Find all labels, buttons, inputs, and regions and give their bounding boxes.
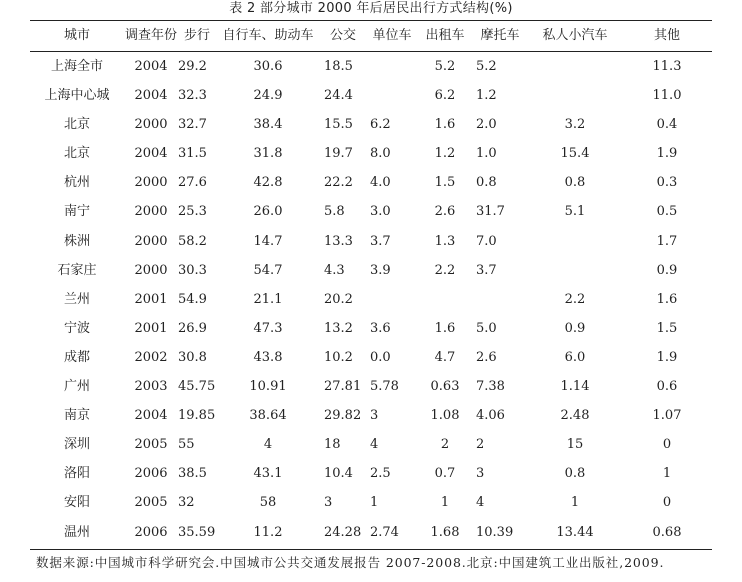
table-cell: 6.0 <box>564 349 586 365</box>
table-cell: 2004 <box>134 88 168 104</box>
table-cell: 13.44 <box>556 524 594 540</box>
table-cell: 18 <box>324 437 341 453</box>
table-cell <box>366 81 418 110</box>
table-cell: 15.5 <box>324 117 353 133</box>
table-cell: 0.63 <box>430 379 460 395</box>
table-cell: 5.8 <box>324 204 345 220</box>
table-cell: 1.6 <box>656 291 678 307</box>
table-row <box>30 168 712 197</box>
table-cell: 3.7 <box>476 262 497 278</box>
table-cell: 32.7 <box>178 117 207 133</box>
table-cell: 20.2 <box>324 291 353 307</box>
table-row <box>30 314 712 343</box>
table-cell: 5.1 <box>564 204 586 220</box>
table-cell: 10.39 <box>476 524 514 540</box>
table-cell: 2.48 <box>560 408 590 424</box>
city-cell: 深圳 <box>63 437 90 453</box>
table-cell: 29.2 <box>178 59 207 74</box>
table-cell: 0.9 <box>656 262 678 278</box>
table-cell: 4.7 <box>434 349 456 365</box>
table-cell: 30.8 <box>178 349 207 365</box>
table-cell: 24.28 <box>324 524 362 540</box>
table-row <box>30 139 712 168</box>
table-cell: 1.07 <box>652 408 682 424</box>
table-cell: 2004 <box>134 408 168 424</box>
table-cell: 21.1 <box>253 291 283 307</box>
city-cell: 兰州 <box>63 291 90 307</box>
table-cell: 24.4 <box>324 88 353 104</box>
city-cell: 北京 <box>63 117 90 133</box>
table-cell: 2000 <box>134 262 168 278</box>
table-cell: 1 <box>662 466 672 482</box>
table-cell: 31.7 <box>476 204 505 220</box>
table-cell: 2005 <box>134 437 168 453</box>
table-cell: 15 <box>566 437 584 453</box>
table-cell: 6.2 <box>370 117 391 133</box>
city-cell: 洛阳 <box>63 466 90 482</box>
source-note: 数据来源:中国城市科学研究会.中国城市公共交通发展报告 2007-2008.北京:中国建筑工业出版社,2009. <box>36 555 665 570</box>
table-cell: 0.8 <box>476 175 497 191</box>
table-cell: 10.91 <box>249 379 287 395</box>
table-cell: 0.4 <box>656 117 678 133</box>
table-cell: 3 <box>370 408 379 424</box>
column-header: 城市 <box>63 28 90 43</box>
table-row <box>30 81 712 110</box>
column-header: 调查年份 <box>124 28 177 43</box>
table-cell: 1.7 <box>656 233 678 249</box>
table-row <box>30 110 712 139</box>
city-cell: 成都 <box>63 349 90 365</box>
table-cell: 2.74 <box>370 524 399 540</box>
data-table-body <box>30 52 712 547</box>
table-cell: 26.9 <box>178 320 207 336</box>
table-title: 表 2 部分城市 2000 年后居民出行方式结构(%) <box>229 1 513 16</box>
column-header: 摩托车 <box>480 28 520 43</box>
table-cell <box>418 285 472 314</box>
table-cell <box>528 81 622 110</box>
table-cell: 38.5 <box>178 466 207 482</box>
table-cell: 45.75 <box>178 379 216 395</box>
table-cell: 1 <box>370 495 379 511</box>
table-row <box>30 227 712 256</box>
table-cell <box>366 52 418 81</box>
table-row <box>30 52 712 81</box>
table-cell: 5.78 <box>370 379 399 395</box>
table-cell: 1.6 <box>434 117 456 133</box>
city-cell: 上海中心城 <box>44 88 110 104</box>
table-cell: 2000 <box>134 117 168 133</box>
table-cell: 13.2 <box>324 320 353 336</box>
table-cell: 31.8 <box>253 146 283 162</box>
table-cell: 32.3 <box>178 88 207 104</box>
table-cell: 3.0 <box>370 204 391 220</box>
table-cell: 4.0 <box>370 175 391 191</box>
table-cell <box>366 285 418 314</box>
table-cell: 11.2 <box>253 524 283 540</box>
table-cell: 13.3 <box>324 233 353 249</box>
table-cell: 0.8 <box>564 175 586 191</box>
column-header: 私人小汽车 <box>542 28 608 43</box>
city-cell: 南宁 <box>63 204 90 220</box>
table-cell: 2.0 <box>476 117 497 133</box>
city-cell: 北京 <box>63 146 90 162</box>
table-cell: 25.3 <box>178 204 207 220</box>
table-row <box>30 488 712 517</box>
table-row <box>30 459 712 488</box>
table-cell: 3.7 <box>370 233 391 249</box>
table-cell: 7.38 <box>476 379 505 395</box>
table-cell: 19.7 <box>324 146 353 162</box>
table-row <box>30 285 712 314</box>
table-cell: 3.6 <box>370 320 391 336</box>
table-cell: 1.5 <box>656 320 678 336</box>
column-header: 单位车 <box>372 28 412 43</box>
table-cell: 1.14 <box>560 379 590 395</box>
table-cell: 5.2 <box>476 59 497 74</box>
table-cell: 2001 <box>134 291 168 307</box>
table-cell: 2 <box>476 437 485 453</box>
table-cell: 1.5 <box>434 175 456 191</box>
table-cell: 3.9 <box>370 262 391 278</box>
table-row <box>30 401 712 430</box>
table-cell: 2000 <box>134 175 168 191</box>
table-cell: 0.7 <box>434 466 456 482</box>
table-cell: 0.0 <box>370 349 391 365</box>
city-cell: 温州 <box>63 524 90 540</box>
table-cell: 31.5 <box>178 146 207 162</box>
table-cell: 19.85 <box>178 408 216 424</box>
table-cell: 1.08 <box>430 408 460 424</box>
table-cell: 4 <box>476 495 485 511</box>
bottom-rule <box>30 549 712 550</box>
table-cell: 54.9 <box>178 291 207 307</box>
table-cell: 38.4 <box>253 117 283 133</box>
table-cell: 26.0 <box>253 204 283 220</box>
table-cell: 2006 <box>134 524 168 540</box>
table-cell: 2 <box>440 437 450 453</box>
table-cell: 1.0 <box>476 146 497 162</box>
table-cell: 1.2 <box>476 88 497 104</box>
table-cell: 24.9 <box>253 88 283 104</box>
table-cell <box>528 227 622 256</box>
table-row <box>30 372 712 401</box>
table-cell: 2.6 <box>434 204 456 220</box>
table-cell: 5.2 <box>434 59 456 74</box>
table-cell: 3.2 <box>564 117 586 133</box>
table-cell: 29.82 <box>324 408 362 424</box>
table-cell: 1.6 <box>434 320 456 336</box>
table-cell: 0.8 <box>564 466 586 482</box>
table-cell: 58 <box>259 495 277 511</box>
city-cell: 安阳 <box>63 495 90 511</box>
table-cell: 0.6 <box>656 379 678 395</box>
city-cell: 杭州 <box>63 175 90 191</box>
table-cell: 47.3 <box>253 320 283 336</box>
table-cell: 1 <box>570 495 580 511</box>
city-cell: 上海全市 <box>50 59 103 74</box>
table-cell: 4.3 <box>324 262 345 278</box>
table-cell: 27.6 <box>178 175 207 191</box>
table-cell: 4 <box>263 437 273 453</box>
table-cell: 2004 <box>134 146 168 162</box>
table-cell: 30.6 <box>253 59 283 74</box>
table-cell: 11.3 <box>652 59 682 74</box>
table-cell: 2000 <box>134 204 168 220</box>
table-cell: 27.81 <box>324 379 362 395</box>
city-cell: 广州 <box>63 379 90 395</box>
table-cell <box>528 52 622 81</box>
table-cell: 2005 <box>134 495 168 511</box>
table-cell: 42.8 <box>253 175 283 191</box>
city-cell: 石家庄 <box>57 262 97 278</box>
table-cell: 14.7 <box>253 233 283 249</box>
table-cell: 32 <box>178 495 195 511</box>
table-cell: 1 <box>440 495 450 511</box>
table-cell: 8.0 <box>370 146 391 162</box>
table-row <box>30 256 712 285</box>
table-row <box>30 343 712 372</box>
table-cell: 22.2 <box>324 175 353 191</box>
table-cell: 4 <box>370 437 379 453</box>
column-header: 自行车、助动车 <box>222 28 314 43</box>
table-cell: 6.2 <box>434 88 456 104</box>
table-row <box>30 197 712 226</box>
table-cell: 2.5 <box>370 466 391 482</box>
city-cell: 株洲 <box>63 233 90 249</box>
table-cell: 43.1 <box>253 466 283 482</box>
table-cell: 2.6 <box>476 349 497 365</box>
table-cell: 0.68 <box>652 524 682 540</box>
column-header: 出租车 <box>425 28 465 43</box>
city-cell: 南京 <box>63 408 90 424</box>
table-cell: 55 <box>178 437 195 453</box>
table-cell: 0 <box>662 437 672 453</box>
table-cell: 0 <box>662 495 672 511</box>
table-cell: 30.3 <box>178 262 207 278</box>
city-cell: 宁波 <box>63 320 90 336</box>
table-cell: 2.2 <box>434 262 456 278</box>
table-cell: 18.5 <box>324 59 353 74</box>
table-cell: 0.3 <box>656 175 678 191</box>
table-cell: 10.4 <box>324 466 353 482</box>
table-cell: 15.4 <box>560 146 590 162</box>
table-cell: 5.0 <box>476 320 497 336</box>
table-cell: 3 <box>324 495 333 511</box>
table-cell: 10.2 <box>324 349 353 365</box>
table-cell: 1.2 <box>434 146 456 162</box>
table-cell: 0.9 <box>564 320 586 336</box>
table-cell: 1.9 <box>656 146 678 162</box>
table-cell: 35.59 <box>178 524 216 540</box>
table-cell: 3 <box>476 466 485 482</box>
table-row <box>30 430 712 459</box>
table-cell: 1.9 <box>656 349 678 365</box>
table-cell: 2002 <box>134 349 168 365</box>
table-cell: 54.7 <box>253 262 283 278</box>
table-row <box>30 518 712 547</box>
column-header: 其他 <box>653 28 680 43</box>
header-row <box>30 22 712 50</box>
table-cell: 1.3 <box>434 233 456 249</box>
table-cell <box>528 256 622 285</box>
table-cell: 2006 <box>134 466 168 482</box>
table-cell: 2001 <box>134 320 168 336</box>
table-cell: 2000 <box>134 233 168 249</box>
table-cell: 1.68 <box>430 524 460 540</box>
table-cell: 2003 <box>134 379 168 395</box>
table-cell <box>472 285 528 314</box>
table-cell: 2004 <box>134 59 168 74</box>
table-cell: 58.2 <box>178 233 207 249</box>
table-cell: 2.2 <box>564 291 586 307</box>
column-header: 步行 <box>183 28 210 43</box>
column-header: 公交 <box>329 28 356 43</box>
table-cell: 11.0 <box>652 88 682 104</box>
table-cell: 38.64 <box>249 408 287 424</box>
table-header <box>30 22 712 50</box>
table-cell: 0.5 <box>656 204 678 220</box>
table-cell: 43.8 <box>253 349 283 365</box>
table-cell: 4.06 <box>476 408 505 424</box>
table-cell: 7.0 <box>476 233 497 249</box>
